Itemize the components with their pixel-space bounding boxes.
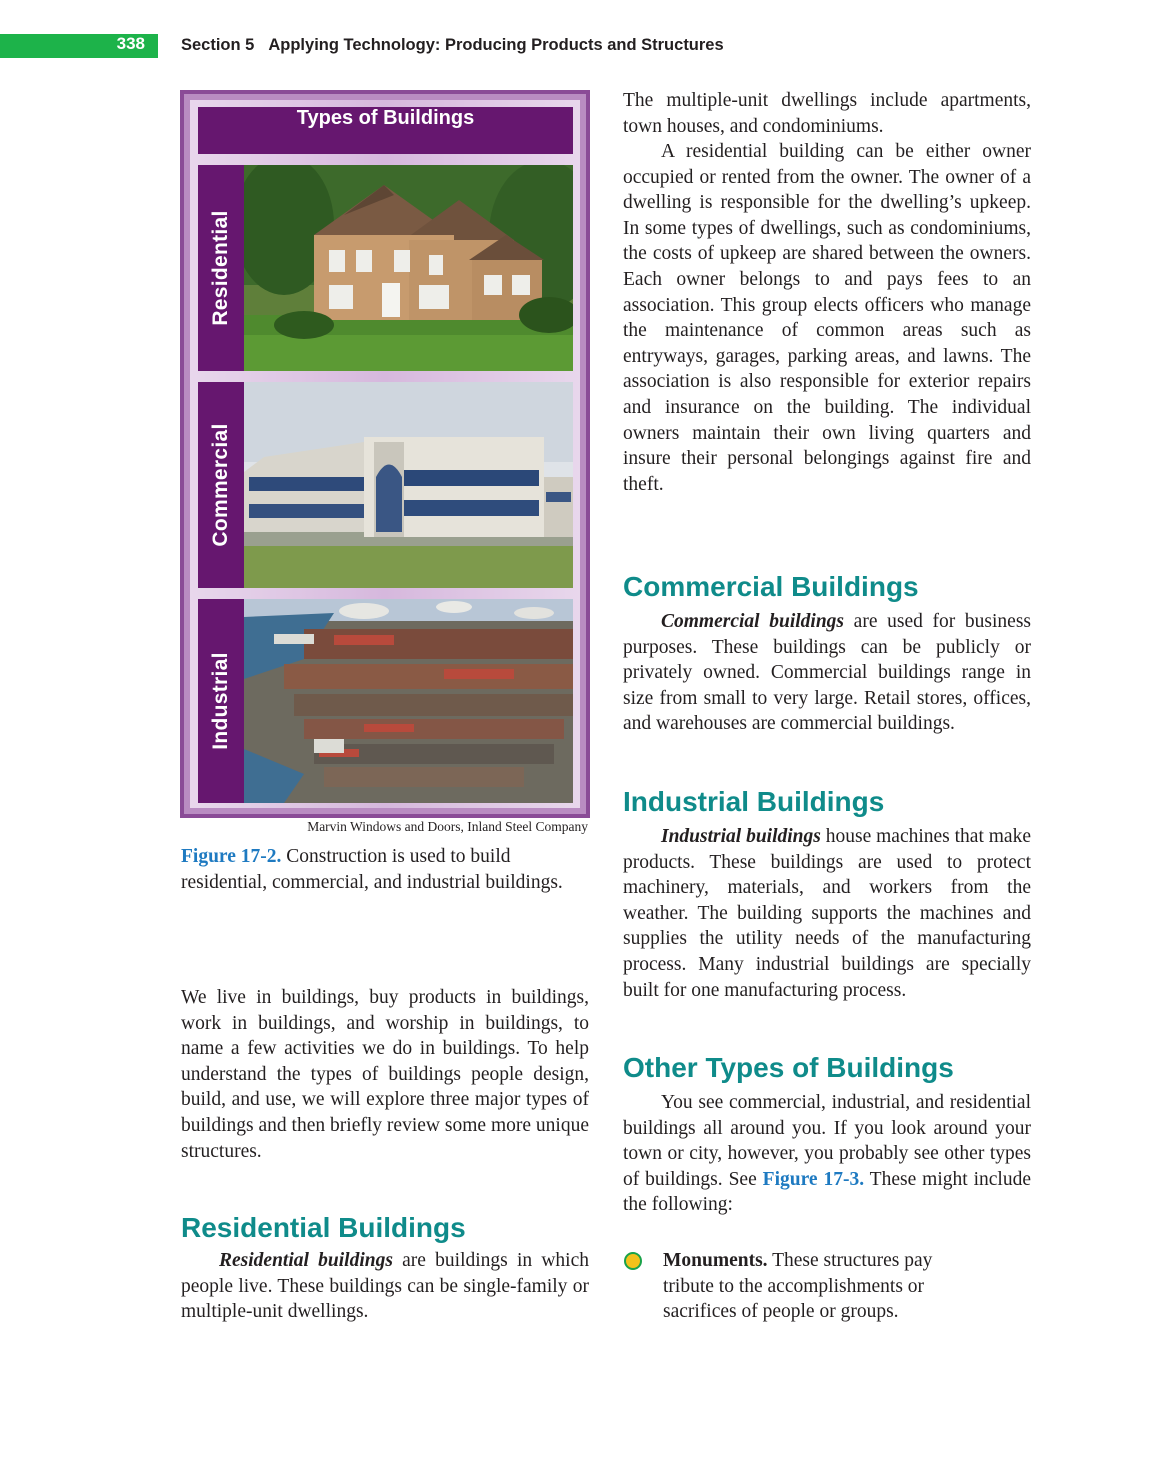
steel-plant-aerial-photo: [244, 599, 573, 803]
figure-17-3-link[interactable]: Figure 17-3.: [762, 1168, 865, 1190]
residential-paragraph: Residential buildings are buildings in which people live. These buildings can be single-family or multiple-unit dwellings.: [181, 1250, 590, 1323]
heading-other-types: Other Types of Buildings: [623, 1052, 954, 1083]
term-commercial: Commercial buildings: [661, 611, 845, 632]
figure-caption-ref: Figure 17-2.: [181, 846, 282, 867]
heading-industrial: Industrial Buildings: [623, 786, 885, 817]
figure-row-label-industrial: Industrial: [198, 599, 244, 803]
running-header: [181, 36, 724, 58]
heading-commercial: Commercial Buildings: [623, 571, 919, 602]
residential-continued-paragraph: The multiple-unit dwellings include apartments, town houses, and condominiums.: [623, 90, 1031, 137]
figure-caption-text: Construction is used to build residential, commercial, and industrial buildings.: [181, 846, 563, 893]
section-label: Section 5: [181, 36, 255, 54]
intro-paragraph: We live in buildings, buy products in buildings, work in buildings, and worship in buildings, to name a few activities we do in buildings. To help understand the types of buildings people design, build, and use, we will explore three major types of buildings and then briefly review some more unique structures.: [181, 987, 589, 1162]
bullet-icon: [624, 1252, 642, 1270]
term-residential: Residential buildings: [219, 1250, 393, 1271]
heading-residential: Residential Buildings: [181, 1212, 466, 1243]
office-building-photo: [244, 382, 573, 588]
figure-credit: Marvin Windows and Doors, Inland Steel Company: [307, 819, 588, 834]
bullet-term: Monuments.: [663, 1250, 768, 1271]
house-photo: [244, 165, 573, 371]
industrial-paragraph: Industrial buildings house machines that make products. These buildings are used to protect machinery, materials, and workers from the weather. The building supports the machines and supplies the utility needs of the manufacturing process. Many industrial buildings are specially built for one manufacturing process.: [623, 826, 1031, 1001]
page-number: 338: [116, 34, 145, 53]
figure-caption: [181, 844, 591, 896]
other-types-paragraph: You see commercial, industrial, and residential buildings all around you. If you look around your town or city, however, you probably see other types of buildings. See Figure 17-3. These might include the following:: [623, 1092, 1031, 1216]
section-title: Applying Technology: Producing Products and Structures: [268, 36, 724, 54]
figure-row-label-residential: Residential: [198, 165, 244, 371]
commercial-paragraph: Commercial buildings are used for business purposes. These buildings can be publicly or privately owned. Commercial buildings range in size from small to very large. Retail stores, offices, and warehouses are commercial buildings.: [623, 611, 1032, 735]
figure-title: Types of Buildings: [198, 107, 573, 154]
figure-row-label-commercial: Commercial: [198, 382, 244, 588]
ownership-paragraph: A residential building can be either owner occupied or rented from the owner. The owner of a dwelling is responsible for the dwelling’s upkeep. In some types of dwellings, such as condominiums, the costs of upkeep are shared between the owners. Each owner belongs to and pays fees to an association. This group elects officers who manage the maintenance of common areas such as entryways, garages, parking areas, and lawns. The association is also responsible for exterior repairs and insurance on the building. The individual owners maintain their own living quarters and insure their personal belongings against fire and theft.: [623, 141, 1031, 495]
term-industrial: Industrial buildings: [661, 826, 821, 847]
bullet-item-monuments: Monuments. These structures pay tribute to the accomplishments or sacrifices of people or groups.: [663, 1250, 933, 1323]
